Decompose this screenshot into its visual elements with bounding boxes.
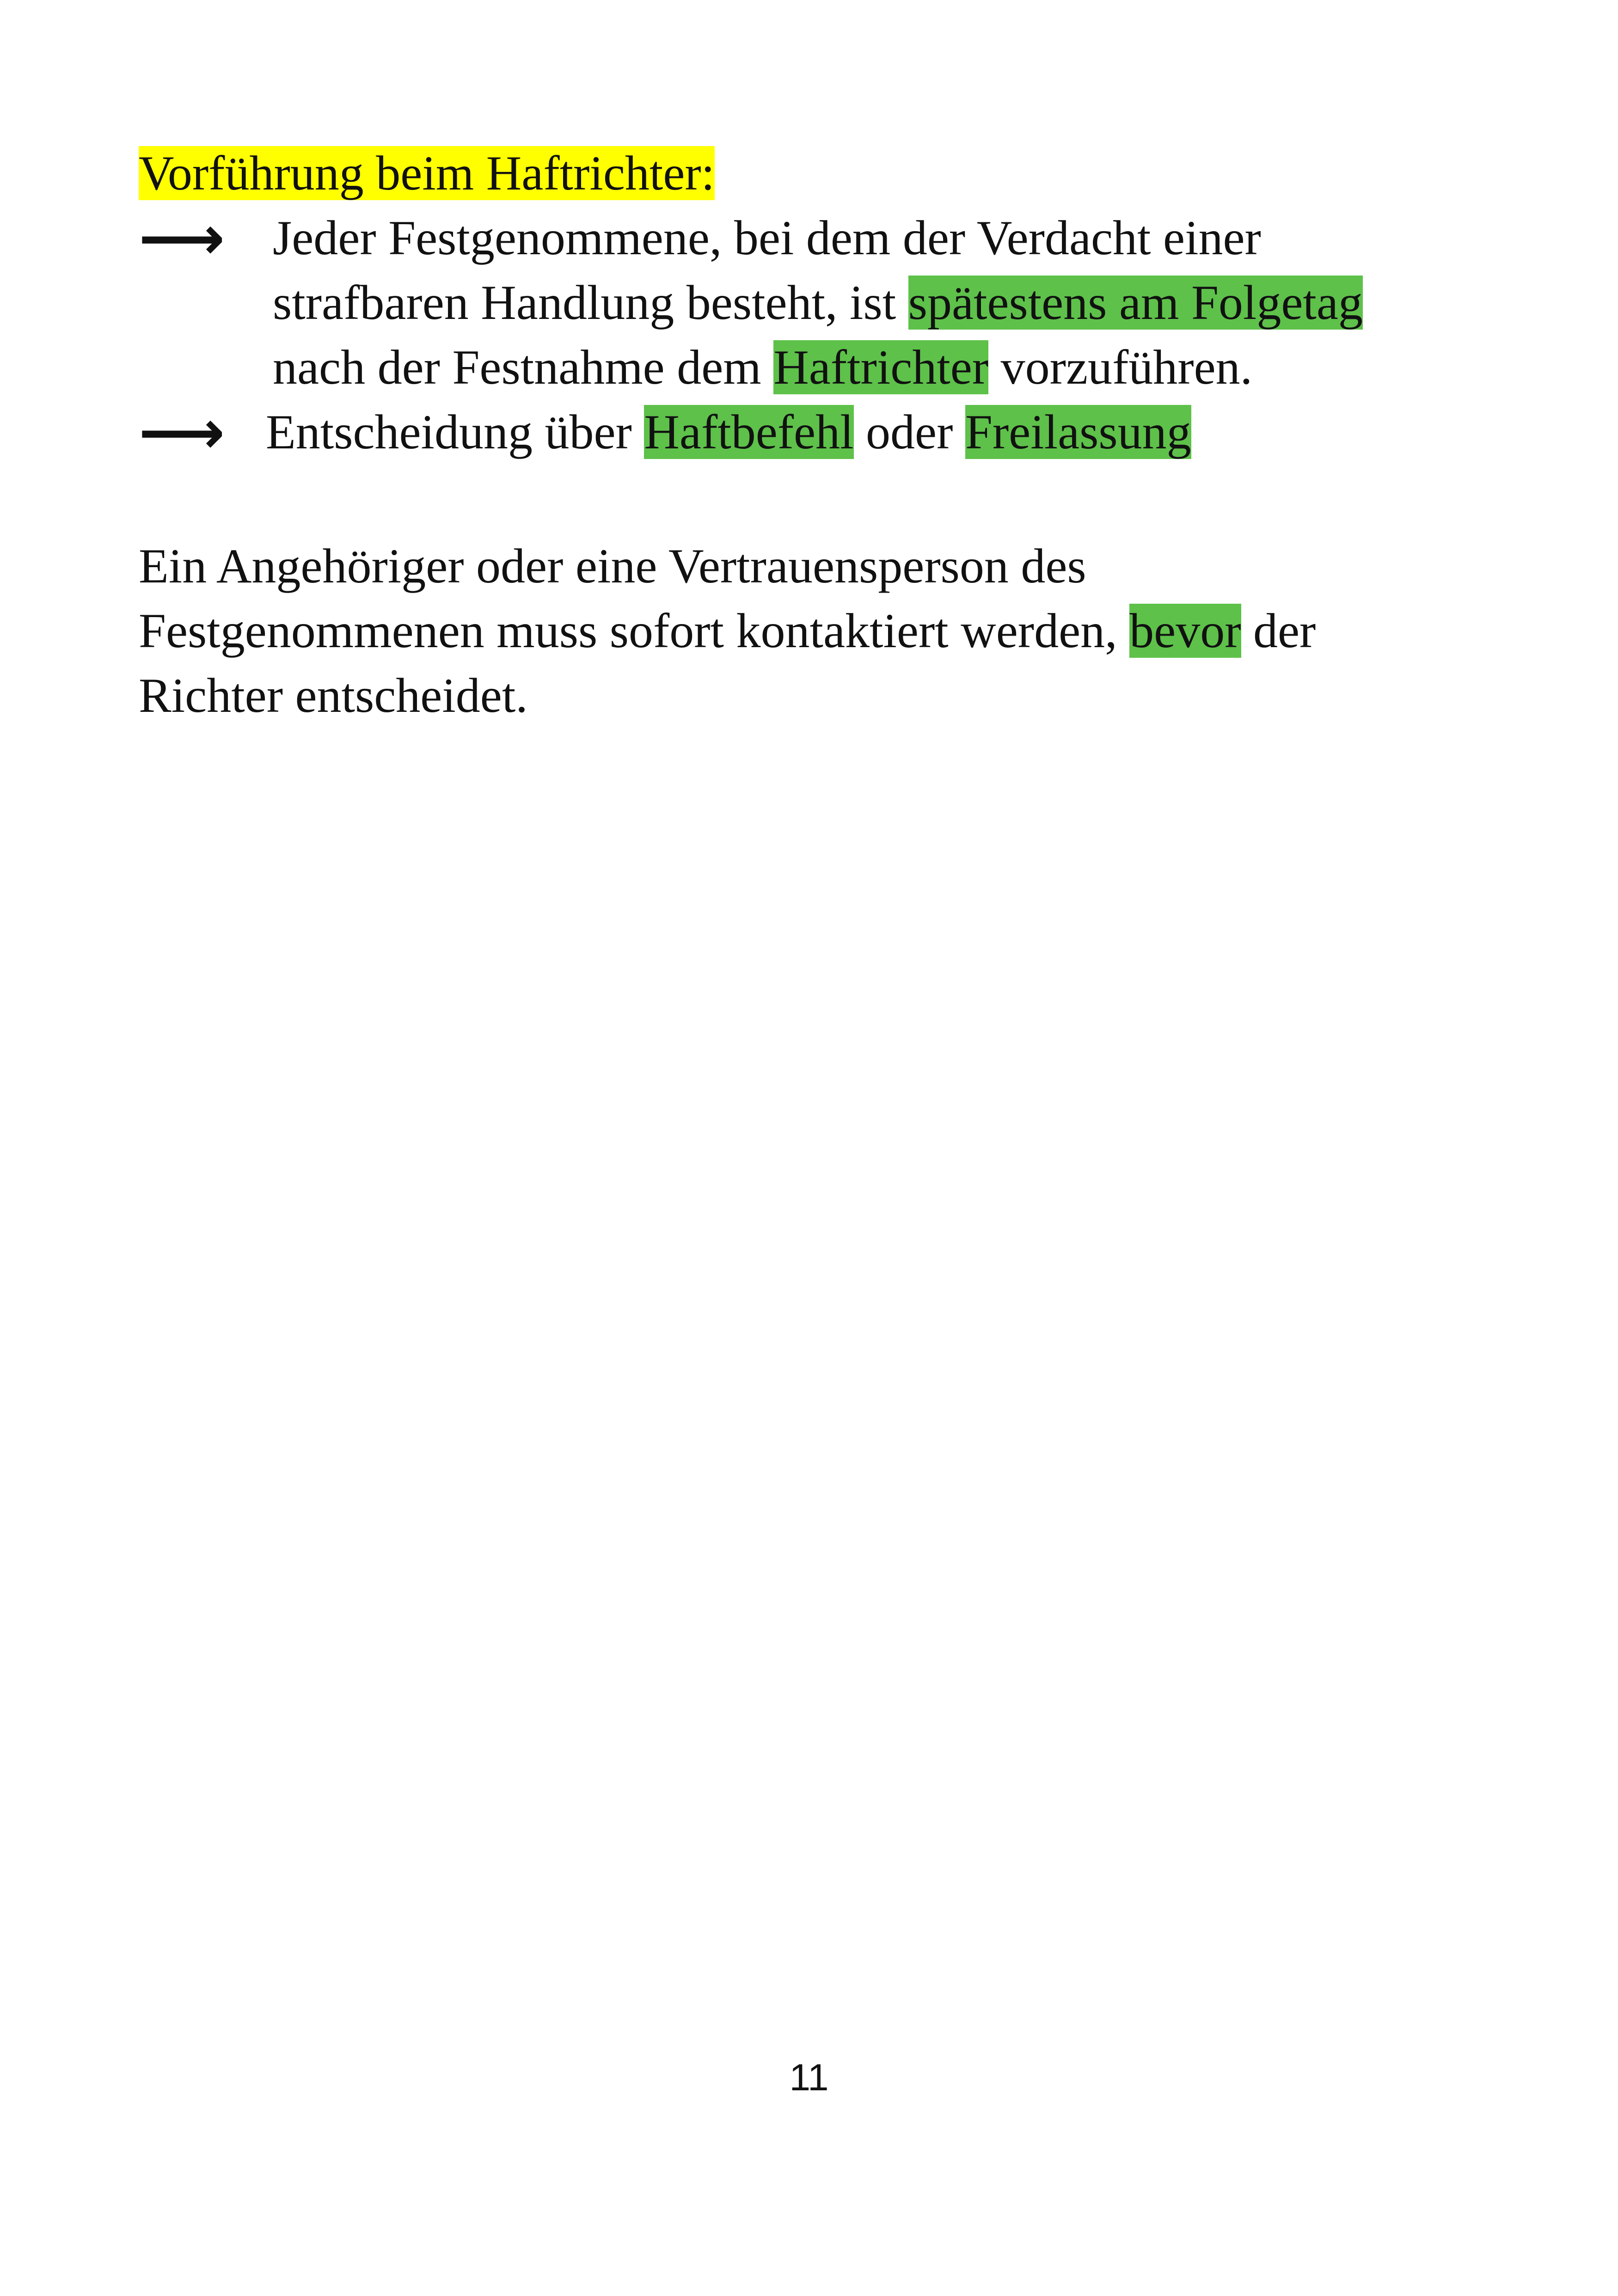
list-item-1-line-3: nach der Festnahme dem Haftrichter vorzuführen. — [273, 340, 1253, 394]
arrow-icon: ⟶ — [139, 203, 225, 273]
highlight-term: spätestens am Folgetag — [908, 276, 1363, 330]
paragraph-line-1: Ein Angehöriger oder eine Vertrauensperson des — [139, 539, 1086, 593]
list-item-1-line-2: strafbaren Handlung besteht, ist spätestens am Folgetag — [273, 276, 1363, 330]
section-heading — [139, 141, 715, 206]
list-item-2: Entscheidung über Haftbefehl oder Freilassung — [266, 405, 1191, 459]
page-number: 11 — [789, 2057, 829, 2099]
paragraph-line-3: Richter entscheidet. — [139, 668, 528, 722]
heading-text: Vorführung beim Haftrichter: — [139, 146, 715, 200]
highlight-term: Haftbefehl — [644, 405, 854, 459]
highlight-term: bevor — [1129, 604, 1241, 658]
list-item-1-line-1: Jeder Festgenommene, bei dem der Verdacht einer — [273, 211, 1261, 265]
highlight-term: Haftrichter — [773, 340, 989, 394]
arrow-icon: ⟶ — [139, 397, 225, 467]
paragraph-line-2: Festgenommenen muss sofort kontaktiert werden, bevor der — [139, 604, 1316, 658]
highlight-term: Freilassung — [965, 405, 1191, 459]
